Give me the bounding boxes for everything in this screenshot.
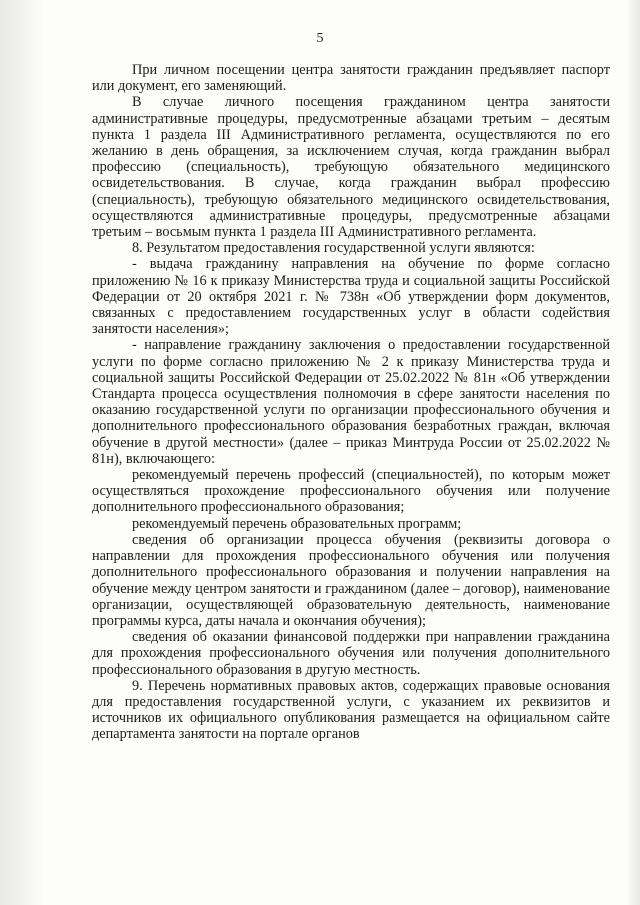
paragraph-financial-support: сведения об оказании финансовой поддержки при направлении гражданина для прохождения профессионального обучения или получения дополнительного профессионального образования в другую местность. <box>92 629 610 678</box>
list-item-referral: - выдача гражданину направления на обучение по форме согласно приложению № 16 к приказу Министерства труда и социальной защиты Российской Федерации от 20 октября 2021 г. № 738н «Об утверждении форм документов, связанных с предоставлением государственных услуг в области содействия занятости населения»; <box>92 256 610 338</box>
paragraph-recommended-professions: рекомендуемый перечень профессий (специальностей), по которым может осуществляться прохождение профессионального обучения или получение дополнительного профессионального образования; <box>92 467 610 516</box>
scan-left-edge <box>0 0 44 905</box>
paragraph-personal-visit: В случае личного посещения гражданином центра занятости административные процедуры, предусмотренные абзацами третьим – десятым пункта 1 раздела III Административного регламента, осуществляются по его желанию в день обращения, за исключением случая, когда гражданин выбрал профессию (специальность), требующую обязательного медицинского освидетельствования. В случае, когда гражданин выбрал профессию (специальность), требующую обязательного медицинского освидетельствования, осуществляются административные процедуры, предусмотренные абзацами третьим – восьмым пункта 1 раздела III Административного регламента. <box>92 94 610 241</box>
scan-right-edge <box>626 0 640 905</box>
document-body <box>92 62 610 743</box>
paragraph-item-8-heading: 8. Результатом предоставления государственной услуги являются: <box>132 240 535 257</box>
paragraph-passport: При личном посещении центра занятости гражданин предъявляет паспорт или документ, его заменяющий. <box>92 62 610 95</box>
paragraph-item-9: 9. Перечень нормативных правовых актов, содержащих правовые основания для предоставления государственной услуги, с указанием их реквизитов и источников их официального опубликования размещается на официальном сайте департамента занятости на портале органов <box>92 677 610 743</box>
paragraph-recommended-programs: рекомендуемый перечень образовательных программ; <box>132 515 462 532</box>
list-item-conclusion: - направление гражданину заключения о предоставлении государственной услуги по форме согласно приложению № 2 к приказу Министерства труда и социальной защиты Российской Федерации от 25.02.2022 № 81н «Об утверждении Стандарта процесса осуществления полномочия в сфере занятости населения по оказанию государственной услуги по организации профессионального обучения и дополнительного профессионального образования безработных граждан, включая обучение в другой местности» (далее – приказ Минтруда России от 25.02.2022 № 81н), включающего: <box>92 337 610 467</box>
page-number: 5 <box>316 31 324 46</box>
paragraph-training-organization: сведения об организации процесса обучения (реквизиты договора о направлении для прохождения профессионального обучения или получения дополнительного профессионального образования и получении направления на обучение между центром занятости и гражданином (далее – договор), наименование организации, осуществляющей образовательную деятельность, наименование программы курса, даты начала и окончания обучения); <box>92 531 610 629</box>
